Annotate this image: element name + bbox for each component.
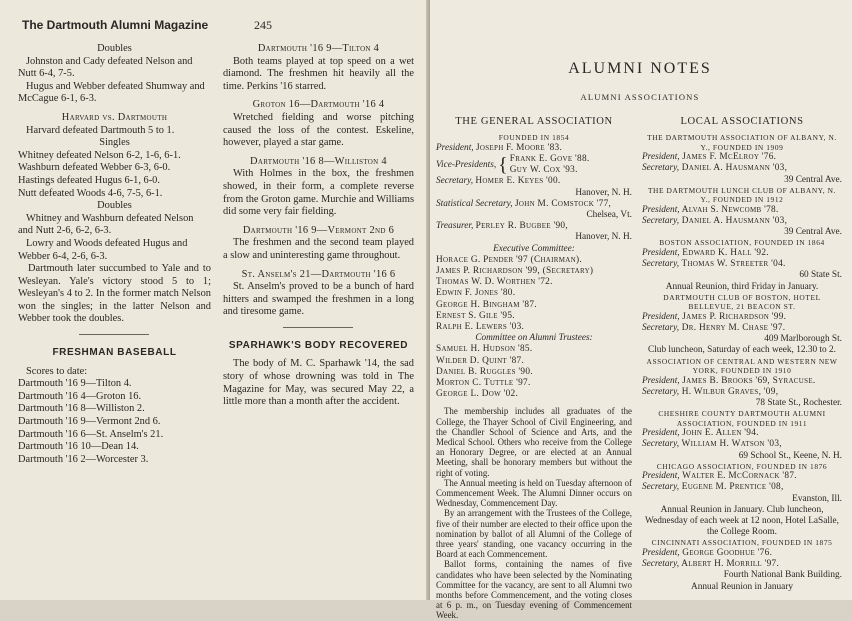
harvard-result: Harvard defeated Dartmouth 5 to 1. [26, 124, 175, 136]
association-detail: 409 Marlborough St. [764, 334, 842, 345]
local-association [642, 186, 842, 239]
association-name: BOSTON ASSOCIATION, FOUNDED IN 1864 [659, 238, 825, 248]
member-line: Samuel H. Hudson '85. [436, 344, 533, 355]
general-paragraph: Ballot forms, containing the names of five candidates who have been selected by the Nominating Committee for the vacancy, are sent to all Alumni two months before Commencement, and the voting closes at 6 p. m., on Tuesday evening of Commencement Week. [436, 559, 632, 621]
harvard-heading: Harvard vs. Dartmouth [61, 111, 168, 123]
officer-row: President, James B. Brooks '69, Syracuse. [642, 375, 816, 386]
left-page [0, 0, 430, 600]
association-name: THE DARTMOUTH ASSOCIATION OF ALBANY, N. Y., FOUNDED IN 1909 [647, 133, 837, 152]
member-line: Edwin F. Jones '80. [436, 288, 516, 299]
doubles-heading: Doubles [97, 43, 132, 54]
game-text: With Holmes in the box, the freshmen showed, in their form, a complete reverse from the Groton game. Murchie and Williams did some very fair fielding. [222, 168, 414, 218]
association-name: CHESHIRE COUNTY DARTMOUTH ALUMNI ASSOCIATION, FOUNDED IN 1911 [658, 409, 826, 428]
result-line: Whitney and Washburn defeated Nelson and Nutt 2-6, 6-2, 6-3. [18, 212, 194, 237]
game-heading: St. Anselm's 21—Dartmouth '16 6 [241, 268, 396, 280]
association-name: ASSOCIATION OF CENTRAL AND WESTERN NEW YORK, FOUNDED IN 1910 [646, 356, 838, 376]
baseball-heading: FRESHMAN BASEBALL [52, 347, 177, 359]
running-header [22, 18, 272, 33]
game-heading: Dartmouth '16 9—Vermont 2nd 6 [242, 224, 395, 236]
association-name: DARTMOUTH CLUB OF BOSTON, HOTEL BELLEVUE, 21 BEACON ST. [663, 292, 821, 312]
left-column-2 [223, 43, 414, 466]
divider [79, 334, 149, 335]
general-founded: FOUNDED IN 1854 [498, 133, 570, 143]
member-line: Ralph E. Lewers '03. [436, 321, 525, 332]
magazine-title: The Dartmouth Alumni Magazine [22, 18, 209, 32]
score-line: Dartmouth '16 9—Vermont 2nd 6. [18, 416, 161, 428]
officer-row: President, George Goodhue '76. [642, 547, 773, 558]
game-heading: Dartmouth '16 9—Tilton 4 [257, 43, 380, 54]
result-line: Hastings defeated Hugus 6-1, 6-0. [18, 174, 160, 186]
association-detail: 39 Central Ave. [784, 174, 842, 185]
officer-row: Secretary, Albert H. Morrill '97. [642, 559, 780, 570]
vice-presidents: Vice-Presidents, { Frank E. Gove '88. Guy W. Cox '93. [436, 153, 590, 177]
local-association [642, 133, 842, 186]
alumni-associations-subtitle: ALUMNI ASSOCIATIONS [580, 92, 700, 102]
association-detail: Club luncheon, Saturday of each week, 12.30 to 2. [648, 345, 836, 356]
officer-row: President, John E. Allen '94. [642, 428, 759, 439]
officer-row: Secretary, Dr. Henry M. Chase '97. [642, 322, 786, 333]
result-line: Hugus and Webber defeated Shumway and McCague 6-1, 6-3. [18, 80, 205, 105]
member-line: George L. Dow '02. [436, 389, 519, 400]
local-association [642, 409, 842, 462]
page-number: 245 [254, 18, 272, 32]
summary-paragraph: Dartmouth later succumbed to Yale and to Wesleyan. Yale's victory stood 5 to 1; Wesleyan's 4 to 2. In the former match Nelson won the singles; in the latter Nelson and Webber took the doubles. [18, 263, 211, 325]
result-line: Nutt defeated Woods 4-6, 7-5, 6-1. [18, 187, 163, 199]
game-text: The freshmen and the second team played a slow and uninteresting game throughout. [222, 237, 414, 261]
officer-row: Treasurer, Perley R. Bugbee '90, [436, 221, 568, 232]
divider [283, 327, 353, 328]
local-association [642, 293, 842, 357]
local-association [642, 357, 842, 410]
local-association [642, 538, 842, 592]
sparhawk-text: The body of M. C. Sparhawk '14, the sad story of whose drowning was told in The Magazine for May, was secured May 22, a little more than a month after the accident. [222, 358, 414, 408]
member-line: Horace G. Pender '97 (Chairman). [436, 254, 583, 265]
local-associations-column [642, 116, 842, 621]
officer-row: President, Alvah S. Newcomb '78. [642, 204, 779, 215]
game-text: St. Anselm's proved to be a bunch of hard hitters and swamped the freshmen in a long and tiresome game. [222, 281, 414, 318]
officer-row: Secretary, Daniel A. Hausmann '03, [642, 216, 788, 227]
association-name: THE DARTMOUTH LUNCH CLUB OF ALBANY, N. Y., FOUNDED IN 1912 [647, 185, 837, 205]
association-detail: 78 State St., Rochester. [755, 397, 842, 408]
local-heading: LOCAL ASSOCIATIONS [680, 116, 804, 127]
score-line: Dartmouth '16 2—Worcester 3. [18, 453, 149, 465]
exec-heading: Executive Committee: [493, 243, 575, 254]
general-heading: THE GENERAL ASSOCIATION [455, 116, 613, 127]
officer-row: President, James F. McElroy '76. [642, 152, 777, 163]
association-name: CHICAGO ASSOCIATION, FOUNDED IN 1876 [656, 461, 828, 471]
local-association [642, 462, 842, 539]
result-line: Whitney defeated Nelson 6-2, 1-6, 6-1. [18, 149, 181, 161]
general-association-column: THE GENERAL ASSOCIATION FOUNDED IN 1854 President, Joseph F. Moore '83. Vice-Presidents, { Frank E. Gove '88. Guy W. Cox '93. Secretary, Homer E. Keyes '00. Hanover, N. H. Statistical Secretary, John M. Comstock '77, Chelsea, Vt. Treasurer, Perley R. Bugbee '90, Hanover, N. H. Executive Committee: Horace G. Pender '97 (Chairman). James P. Richardson '99, (Secretary) Thomas W. D. Worthen '72. Edwin F. Jones '80. George H. Bingham '87. Ernest S. Gile '95. Ralph E. Lewers '03. Committee on Alumni Trustees: Samuel H. Hudson '85. Wilder D. Quint '87. Daniel B. Ruggles '90. Morton C. Tuttle '97. George L. Dow '02. The membership includes all graduates of the College, the Thayer School of Civil Engineering, and the Chandler School of Science and Arts, and the Medical School. Others who receive from the College an Honorary Degree, or are elected at an Annual Meeting, shall be honorary members but without the right of voting. The Annual meeting is held on Tuesday afternoon of Commencement Week. The Alumni Dinner occurs on Wednesday, Commencement Day. By an arrangement with the Trustees of the College, five of their number are elected to their office upon the nomination by ballot of all Alumni of the College of three years' standing, one vacancy occurring in the Board at each Commencement. Ballot forms, containing the names of five candidates who have been selected by the Nominating Committee for the vacancy, are sent to all Alumni two months before Commencement, and the voting closes at 6 p. m., on Tuesday evening of Commencement Week. [436, 116, 632, 621]
result-line: Washburn defeated Webber 6-3, 6-0. [18, 162, 171, 174]
trustee-heading: Committee on Alumni Trustees: [475, 333, 593, 344]
alumni-notes-title: ALUMNI NOTES [568, 60, 712, 77]
singles-heading: Singles [99, 137, 130, 149]
game-heading: Groton 16—Dartmouth '16 4 [252, 99, 385, 111]
general-paragraph: By an arrangement with the Trustees of the College, five of their number are elected to their office upon the nomination by ballot of all Alumni of the College of three years' standing, one vacancy occurring in the Board at each Commencement. [436, 508, 632, 560]
officer-row: President, Edward K. Hall '92. [642, 247, 769, 258]
game-text: Wretched fielding and worse pitching caused the loss of the contest. Eskeline, however, played a star game. [222, 111, 414, 149]
officer-row: Statistical Secretary, John M. Comstock '77, [436, 198, 612, 209]
association-detail: Annual Reunion in January. Club luncheon, Wednesday of each week at 12 noon, Hotel LaSalle, the College Room. [645, 504, 839, 538]
score-line: Dartmouth '16 10—Dean 14. [18, 441, 139, 453]
result-line: Lowry and Woods defeated Hugus and Webber 6-4, 2-6, 6-3. [18, 237, 188, 262]
score-line: Dartmouth '16 8—Williston 2. [18, 403, 145, 415]
local-association [642, 238, 842, 292]
game-text: Both teams played at top speed on a wet diamond. The freshmen hit heavily all the time. Perkins '16 starred. [222, 55, 414, 92]
association-detail: Evanston, Ill. [792, 493, 842, 504]
association-detail: 39 Central Ave. [784, 227, 842, 238]
officer-row: President, James P. Richardson '99. [642, 311, 787, 322]
member-line: Wilder D. Quint '87. [436, 355, 525, 366]
member-line: Daniel B. Ruggles '90. [436, 366, 533, 377]
general-paragraph: The Annual meeting is held on Tuesday afternoon of Commencement Week. The Alumni Dinner occurs on Wednesday, Commencement Day. [436, 477, 632, 509]
score-line: Dartmouth '16 4—Groton 16. [18, 390, 142, 402]
association-detail: 60 State St. [799, 270, 842, 281]
officer-row: Secretary, H. Wilbur Graves, '09, [642, 386, 779, 397]
member-line: Ernest S. Gile '95. [436, 310, 515, 321]
officer-row: President, Walter E. McCornack '87. [642, 471, 797, 482]
doubles2-heading: Doubles [97, 200, 132, 212]
member-line: Morton C. Tuttle '97. [436, 377, 531, 388]
score-line: Dartmouth '16 6—St. Anselm's 21. [18, 428, 164, 440]
score-line: Dartmouth '16 9—Tilton 4. [18, 378, 132, 390]
officer-row: Secretary, Thomas W. Streeter '04. [642, 259, 786, 270]
left-column-1 [18, 43, 211, 466]
officer-row: Secretary, William H. Watson '03, [642, 439, 782, 450]
member-line: George H. Bingham '87. [436, 299, 537, 310]
sparhawk-heading: SPARHAWK'S BODY RECOVERED [228, 339, 409, 351]
officer-row: Secretary, Eugene M. Prentice '08, [642, 482, 784, 493]
association-detail: 69 School St., Keene, N. H. [738, 450, 842, 461]
game-heading: Dartmouth '16 8—Williston 4 [250, 155, 387, 167]
officer-row: Secretary, Homer E. Keyes '00. [436, 176, 561, 187]
local-association-list [642, 133, 842, 593]
association-detail: Fourth National Bank Building. [723, 570, 842, 581]
right-page [430, 0, 852, 621]
general-paragraph: The membership includes all graduates of the College, the Thayer School of Civil Engineering, and the Chandler School of Science and Arts, and the Medical School. Others who receive from the College an Honorary Degree, or are elected at an Annual Meeting, shall be honorary members but without the right of voting. [436, 406, 632, 478]
association-detail: Annual Reunion, third Friday in January. [665, 281, 819, 292]
association-name: CINCINNATI ASSOCIATION, FOUNDED IN 1875 [651, 538, 833, 548]
officer-row: Secretary, Daniel A. Hausmann '03, [642, 163, 788, 174]
officer-row: President, Joseph F. Moore '83. [436, 142, 563, 153]
scores-label: Scores to date: [26, 365, 88, 377]
member-line: James P. Richardson '99, (Secretary) [436, 265, 594, 276]
association-detail: Annual Reunion in January [691, 581, 793, 592]
result-line: Johnston and Cady defeated Nelson and Nutt 6-4, 7-5. [18, 55, 193, 80]
member-line: Thomas W. D. Worthen '72. [436, 277, 553, 288]
